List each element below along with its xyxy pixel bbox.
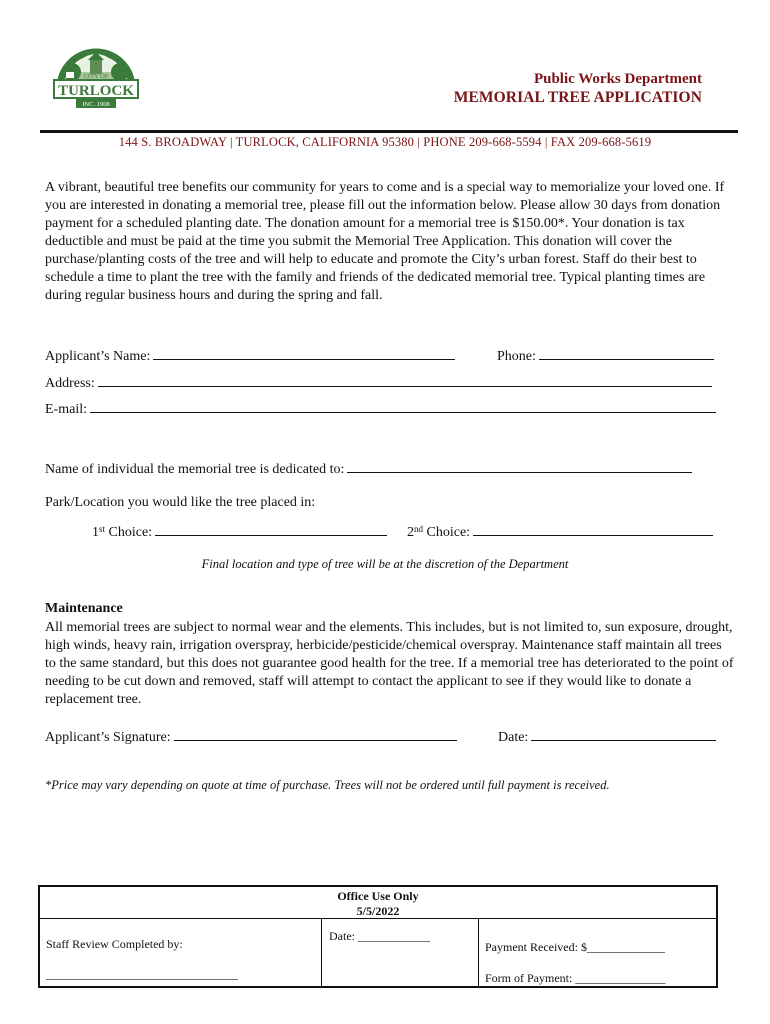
signature-label: Applicant’s Signature:	[45, 730, 171, 745]
choice2-field[interactable]	[473, 522, 713, 536]
logo-inc: INC. 1908	[82, 101, 110, 108]
choice1-field[interactable]	[155, 522, 387, 536]
applicant-name-field[interactable]	[153, 346, 455, 360]
signature-field[interactable]	[174, 727, 457, 741]
staff-review-label: Staff Review Completed by:	[46, 937, 183, 951]
office-use-box	[38, 885, 718, 988]
choice2-num: 2	[407, 525, 414, 540]
address-field[interactable]	[98, 373, 712, 387]
header-rule	[40, 130, 738, 133]
choice2-row	[407, 522, 713, 542]
office-use-date: 5/5/2022	[356, 904, 400, 918]
department-name: Public Works Department	[533, 71, 702, 87]
logo-name: TURLOCK	[58, 83, 134, 99]
signature-date-row	[498, 727, 716, 747]
email-field[interactable]	[90, 399, 716, 413]
park-location-label: Park/Location you would like the tree placed in:	[45, 495, 316, 510]
staff-review-line[interactable]: ________________________________	[46, 967, 238, 981]
dedicated-field[interactable]	[347, 459, 692, 473]
discretion-note: Final location and type of tree will be at the discretion of the Department	[201, 557, 569, 571]
city-of-turlock-logo	[50, 42, 142, 116]
payment-received-field[interactable]: Payment Received: $_____________	[485, 940, 665, 954]
signature-date-field[interactable]	[531, 727, 716, 741]
form-title: MEMORIAL TREE APPLICATION	[453, 89, 702, 106]
intro-paragraph: A vibrant, beautiful tree benefits our community for years to come and is a special way to memorialize your loved one. If you are interested in donating a memorial tree, please fill out the information below. Please allow 30 days from donation payment for a scheduled planting date. The donation amount for a memorial tree is $150.00*. Your donation is tax deductible and must be paid at the time you submit the Memorial Tree Application. This donation will cover the purchase/planting costs of the tree and will help to educate and promote the City’s urban forest. Staff do their best to schedule a time to plant the tree with the family and friends of the dedicated memorial tree. Typical planting times are during regular business hours and during the spring and fall.	[45, 180, 725, 303]
signature-date-label: Date:	[498, 730, 529, 745]
office-use-title: Office Use Only	[337, 889, 419, 903]
office-use-header	[40, 887, 716, 919]
phone-label: Phone:	[497, 349, 536, 364]
choice1-num: 1	[92, 525, 99, 540]
applicant-name-row	[45, 346, 455, 366]
choice2-label: Choice:	[423, 525, 471, 540]
address-label: Address:	[45, 376, 95, 391]
choice1-label: Choice:	[105, 525, 153, 540]
maintenance-heading: Maintenance	[45, 601, 123, 616]
address-row	[45, 373, 712, 393]
form-of-payment-field[interactable]: Form of Payment: _______________	[485, 971, 666, 985]
email-label: E-mail:	[45, 402, 87, 417]
price-note: *Price may vary depending on quote at time of purchase. Trees will not be ordered until full payment is received.	[45, 778, 610, 792]
maintenance-body: All memorial trees are subject to normal wear and the elements. This includes, but is not limited to, sun exposure, drought, high winds, heavy rain, irrigation overspray, herbicide/pesticide/chemical overspray. Maintenance staff maintain all trees to the same standard, but this does not guarantee good health for the tree. If a memorial tree has deteriorated to the point of needing to be cut down and removed, staff will attempt to contact the applicant to see if they would like to donate a replacement tree.	[45, 620, 734, 707]
dedicated-label: Name of individual the memorial tree is dedicated to:	[45, 462, 345, 477]
choice2-sup: nd	[414, 524, 423, 534]
email-row	[45, 399, 716, 419]
office-date-field[interactable]: Date: ____________	[329, 929, 430, 943]
signature-row	[45, 727, 457, 747]
header-block	[454, 70, 702, 108]
choice1-sup: st	[99, 524, 106, 534]
phone-row	[497, 346, 714, 366]
dedicated-row	[45, 459, 692, 479]
phone-field[interactable]	[539, 346, 714, 360]
choice1-row	[92, 522, 387, 542]
applicant-name-label: Applicant’s Name:	[45, 349, 151, 364]
address-line: 144 S. BROADWAY | TURLOCK, CALIFORNIA 95380 | PHONE 209-668-5594 | FAX 209-668-5619	[118, 135, 652, 149]
logo-city-of: CITY OF	[83, 73, 109, 80]
